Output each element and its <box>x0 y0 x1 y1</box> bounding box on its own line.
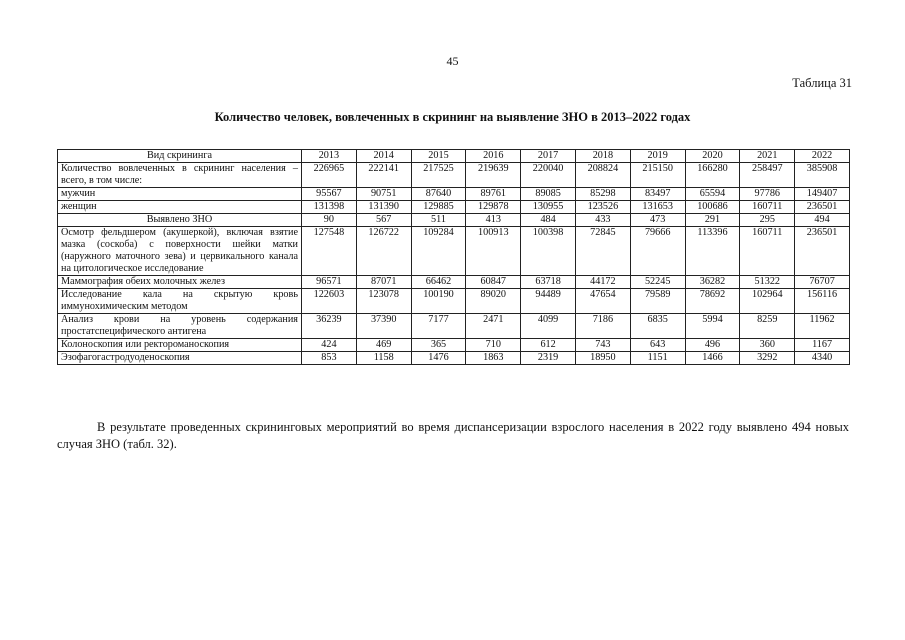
cell-value: 365 <box>411 339 466 352</box>
cell-value: 8259 <box>740 314 795 339</box>
cell-value: 567 <box>356 214 411 227</box>
cell-value: 511 <box>411 214 466 227</box>
cell-value: 149407 <box>795 188 850 201</box>
cell-value: 1466 <box>685 352 740 365</box>
cell-value: 63718 <box>521 276 576 289</box>
table-title: Количество человек, вовлеченных в скрининг на выявление ЗНО в 2013–2022 годах <box>214 110 691 124</box>
cell-value: 47654 <box>575 289 630 314</box>
cell-value: 433 <box>575 214 630 227</box>
cell-value: 102964 <box>740 289 795 314</box>
cell-value: 89761 <box>466 188 521 201</box>
cell-value: 89020 <box>466 289 521 314</box>
cell-value: 85298 <box>575 188 630 201</box>
cell-value: 166280 <box>685 163 740 188</box>
cell-value: 612 <box>521 339 576 352</box>
row-label: Колоноскопия или ректороманоскопия <box>58 339 302 352</box>
row-label: Осмотр фельдшером (акушеркой), включая взятие мазка (соскоба) с поверхности шейки матки (наружного маточного зева) и цервикального канала на цитологическое исследование <box>58 227 302 276</box>
cell-value: 1167 <box>795 339 850 352</box>
cell-value: 6835 <box>630 314 685 339</box>
cell-value: 258497 <box>740 163 795 188</box>
cell-value: 131653 <box>630 201 685 214</box>
cell-value: 44172 <box>575 276 630 289</box>
cell-value: 5994 <box>685 314 740 339</box>
cell-value: 126722 <box>356 227 411 276</box>
cell-value: 123078 <box>356 289 411 314</box>
cell-value: 79589 <box>630 289 685 314</box>
table-header-row <box>58 150 850 163</box>
cell-value: 291 <box>685 214 740 227</box>
header-year: 2022 <box>795 150 850 163</box>
cell-value: 89085 <box>521 188 576 201</box>
cell-value: 76707 <box>795 276 850 289</box>
header-year: 2018 <box>575 150 630 163</box>
cell-value: 3292 <box>740 352 795 365</box>
cell-value: 79666 <box>630 227 685 276</box>
table-row <box>58 276 850 289</box>
cell-value: 1476 <box>411 352 466 365</box>
cell-value: 11962 <box>795 314 850 339</box>
header-year: 2014 <box>356 150 411 163</box>
cell-value: 109284 <box>411 227 466 276</box>
cell-value: 424 <box>302 339 357 352</box>
cell-value: 1863 <box>466 352 521 365</box>
table-row <box>58 339 850 352</box>
cell-value: 94489 <box>521 289 576 314</box>
summary-paragraph: В результате проведенных скрининговых мероприятий во время диспансеризации взрослого населения в 2022 году выявлено 494 новых случая ЗНО (табл. 32). <box>57 420 849 451</box>
header-year: 2021 <box>740 150 795 163</box>
table-row <box>58 163 850 188</box>
cell-value: 7186 <box>575 314 630 339</box>
cell-value: 494 <box>795 214 850 227</box>
cell-value: 72845 <box>575 227 630 276</box>
cell-value: 496 <box>685 339 740 352</box>
cell-value: 97786 <box>740 188 795 201</box>
cell-value: 113396 <box>685 227 740 276</box>
cell-value: 100398 <box>521 227 576 276</box>
cell-value: 51322 <box>740 276 795 289</box>
header-year: 2017 <box>521 150 576 163</box>
cell-value: 36282 <box>685 276 740 289</box>
row-label: Исследование кала на скрытую кровь иммунохимическим методом <box>58 289 302 314</box>
cell-value: 219639 <box>466 163 521 188</box>
cell-value: 473 <box>630 214 685 227</box>
row-label: женщин <box>58 201 302 214</box>
cell-value: 4099 <box>521 314 576 339</box>
cell-value: 643 <box>630 339 685 352</box>
cell-value: 295 <box>740 214 795 227</box>
cell-value: 87071 <box>356 276 411 289</box>
row-label: Анализ крови на уровень содержания простатспецифического антигена <box>58 314 302 339</box>
cell-value: 484 <box>521 214 576 227</box>
cell-value: 226965 <box>302 163 357 188</box>
table-row <box>58 188 850 201</box>
table-row <box>58 352 850 365</box>
cell-value: 1158 <box>356 352 411 365</box>
cell-value: 122603 <box>302 289 357 314</box>
cell-value: 123526 <box>575 201 630 214</box>
cell-value: 2319 <box>521 352 576 365</box>
cell-value: 127548 <box>302 227 357 276</box>
cell-value: 4340 <box>795 352 850 365</box>
cell-value: 385908 <box>795 163 850 188</box>
table-row <box>58 201 850 214</box>
page-number: 45 <box>446 54 459 68</box>
table-row <box>58 314 850 339</box>
cell-value: 52245 <box>630 276 685 289</box>
cell-value: 413 <box>466 214 521 227</box>
cell-value: 96571 <box>302 276 357 289</box>
cell-value: 78692 <box>685 289 740 314</box>
screening-table <box>57 149 850 365</box>
cell-value: 100913 <box>466 227 521 276</box>
cell-value: 60847 <box>466 276 521 289</box>
cell-value: 100190 <box>411 289 466 314</box>
header-year: 2013 <box>302 150 357 163</box>
row-label: Маммография обеих молочных желез <box>58 276 302 289</box>
cell-value: 83497 <box>630 188 685 201</box>
header-year: 2016 <box>466 150 521 163</box>
cell-value: 100686 <box>685 201 740 214</box>
cell-value: 220040 <box>521 163 576 188</box>
header-year: 2020 <box>685 150 740 163</box>
cell-value: 160711 <box>740 227 795 276</box>
row-label: Выявлено ЗНО <box>58 214 302 227</box>
cell-value: 95567 <box>302 188 357 201</box>
header-year: 2015 <box>411 150 466 163</box>
cell-value: 18950 <box>575 352 630 365</box>
cell-value: 1151 <box>630 352 685 365</box>
cell-value: 160711 <box>740 201 795 214</box>
cell-value: 131390 <box>356 201 411 214</box>
table-row <box>58 289 850 314</box>
header-screening-type: Вид скрининга <box>58 150 302 163</box>
cell-value: 65594 <box>685 188 740 201</box>
row-label: Эзофагогастродуоденоскопия <box>58 352 302 365</box>
cell-value: 90751 <box>356 188 411 201</box>
cell-value: 131398 <box>302 201 357 214</box>
cell-value: 360 <box>740 339 795 352</box>
row-label: Количество вовлеченных в скрининг населения – всего, в том числе: <box>58 163 302 188</box>
cell-value: 37390 <box>356 314 411 339</box>
cell-value: 710 <box>466 339 521 352</box>
cell-value: 36239 <box>302 314 357 339</box>
cell-value: 156116 <box>795 289 850 314</box>
cell-value: 2471 <box>466 314 521 339</box>
cell-value: 215150 <box>630 163 685 188</box>
row-label: мужчин <box>58 188 302 201</box>
cell-value: 129885 <box>411 201 466 214</box>
cell-value: 217525 <box>411 163 466 188</box>
table-row <box>58 214 850 227</box>
cell-value: 66462 <box>411 276 466 289</box>
cell-value: 87640 <box>411 188 466 201</box>
cell-value: 90 <box>302 214 357 227</box>
table-row <box>58 227 850 276</box>
header-year: 2019 <box>630 150 685 163</box>
cell-value: 853 <box>302 352 357 365</box>
cell-value: 208824 <box>575 163 630 188</box>
table-label: Таблица 31 <box>792 76 852 90</box>
cell-value: 129878 <box>466 201 521 214</box>
cell-value: 236501 <box>795 201 850 214</box>
cell-value: 130955 <box>521 201 576 214</box>
cell-value: 743 <box>575 339 630 352</box>
cell-value: 469 <box>356 339 411 352</box>
cell-value: 222141 <box>356 163 411 188</box>
cell-value: 7177 <box>411 314 466 339</box>
cell-value: 236501 <box>795 227 850 276</box>
